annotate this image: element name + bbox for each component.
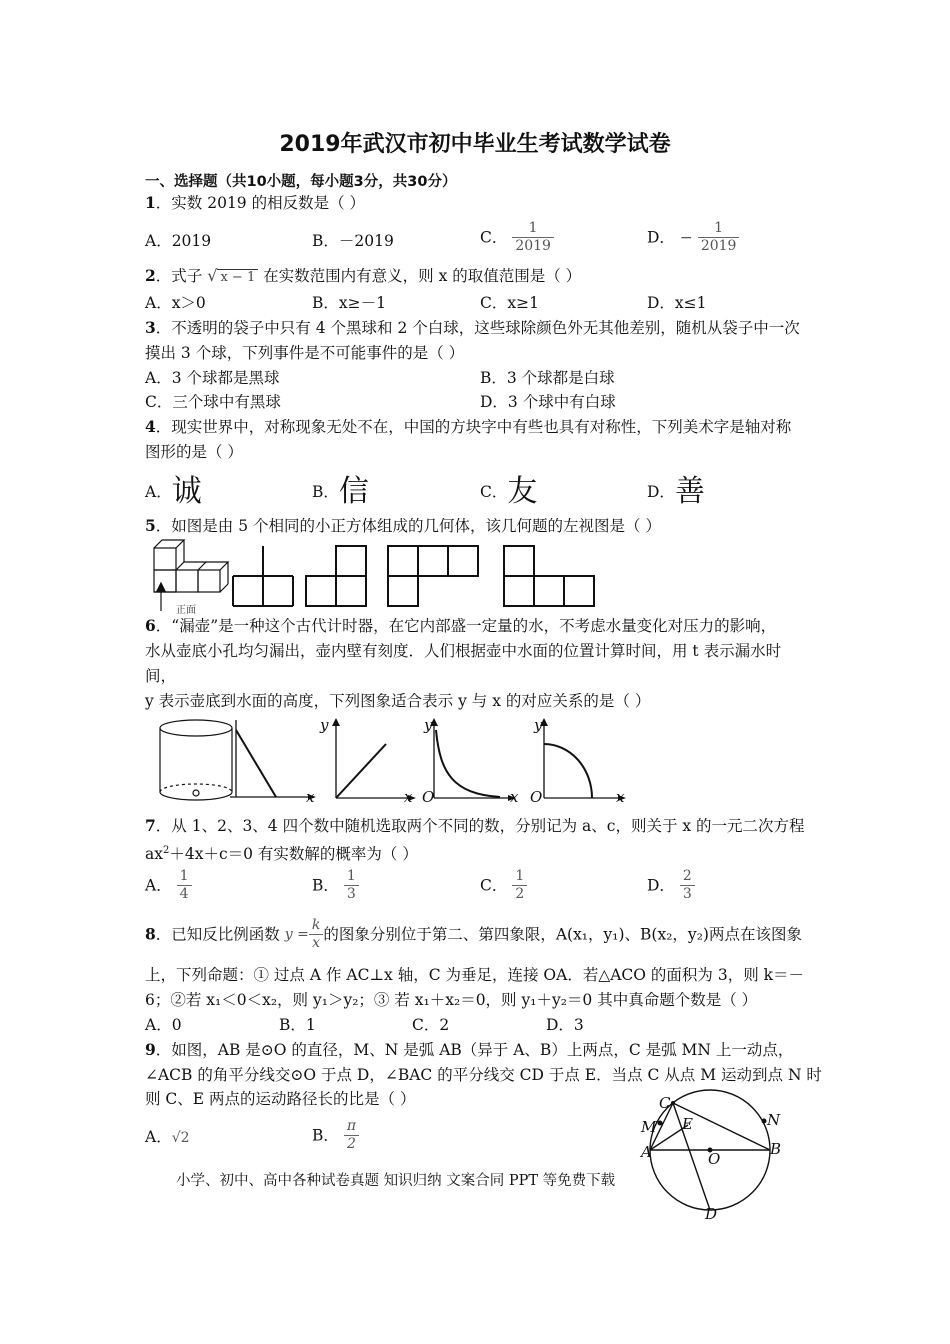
q1-c-numerator: 1 [528,220,538,236]
q7-text-2a: ax [145,845,163,864]
q6-c-origin-label: O [422,788,435,806]
q7-exponent: 2 [162,845,170,856]
q7-c-den: 2 [512,885,527,903]
q1-option-c-fraction [512,220,554,255]
q8-line3: 6；②若 x₁＜0＜x₂，则 y₁＞y₂；③ 若 x₁＋x₂＝0，则 y₁＋y₂＝0 其中真命题个数是（ ） [145,991,758,1009]
q2-number: 2 [145,266,156,285]
q7-b-label: B． [312,876,339,895]
section-heading: 一、选择题（共10小题，每小题3分，共30分） [145,174,457,190]
q1-option-c-label: C． [480,228,508,247]
q7-a-label: A． [145,876,172,895]
q3-number: 3 [145,318,156,337]
q4-line1 [145,417,791,437]
q8-option-a: A．0 [145,1016,182,1034]
q4-c-char: 友 [507,474,538,509]
q4-option-a [145,474,202,509]
q4-b-char: 信 [338,474,369,509]
q8-option-b: B．1 [279,1016,316,1034]
q6-b-x-label: x [404,788,413,806]
q5-view-c [387,545,481,607]
q5-stem [145,516,661,536]
q7-b-fraction [344,868,359,903]
q6-line4: y 表示壶底到水面的高度，下列图象适合表示 y 与 x 的对应关系的是（ ） [145,692,651,710]
q7-line1 [145,816,805,836]
q2-option-d: D．x≤1 [647,294,707,312]
q9-option-b [312,1118,359,1153]
q5-view-d [503,545,597,607]
q9-point-e: E [682,1115,693,1133]
q6-line2: 水从壶底小孔均匀漏出，壶内壁有刻度．人们根据壶中水面的位置计算时间，用 t 表示漏水时 [145,642,782,660]
q7-c-num: 1 [515,868,525,884]
q6-number: 6 [145,616,156,635]
q5-text: ．如图是由 5 个相同的小正方体组成的几何体，该几何题的左视图是（ ） [155,517,661,535]
q2-radicand: x − 1 [217,269,258,285]
q4-text-1: ．现实世界中，对称现象无处不在，中国的方块字中有些也具有对称性，下列美术字是轴对称 [155,418,792,436]
q1-stem [145,193,365,213]
q9-a-value: √2 [171,1130,190,1146]
q9-point-a: A [641,1143,652,1161]
q3-option-c: C．三个球中有黑球 [145,393,281,411]
q9-number: 9 [145,1040,156,1059]
q1-d-denominator: 2019 [698,237,740,255]
q7-a-fraction [177,868,192,903]
q9-b-den: 2 [344,1135,359,1153]
q1-option-d-fraction [698,220,740,255]
q6-graph-d [530,718,630,806]
q9-text-1: ．如图，AB 是⊙O 的直径，M、N 是弧 AB（异于 A、B）上两点，C 是弧 MN 上一动点， [155,1041,794,1059]
q9-a-label: A． [145,1128,172,1146]
q7-text-1: ．从 1、2、3、4 四个数中随机选取两个不同的数，分别记为 a、c，则关于 x 的一元二次方程 [155,817,805,835]
q4-a-label: A． [145,483,172,501]
q8-fn-den: x [309,934,323,952]
q7-line2 [145,841,418,864]
q9-b-label: B． [312,1126,339,1145]
q8-text-post: 的图象分别位于第二、第四象限，A(x₁，y₁)、B(x₂，y₂)两点在该图象 [323,925,802,944]
q1-option-c [480,220,554,255]
q7-option-c [480,868,527,903]
q8-line1 [145,917,802,952]
q7-b-num: 1 [346,868,356,884]
q6-line3: 间， [145,667,177,685]
q9-point-c: C [659,1094,671,1112]
q4-number: 4 [145,417,156,436]
q8-text-pre: ．已知反比例函数 [155,925,280,944]
q7-c-fraction [512,868,527,903]
q9-point-o: O [708,1150,721,1168]
q9-point-n: N [767,1111,781,1129]
page-title: 2019年武汉市初中毕业生考试数学试卷 [279,132,671,157]
q1-number: 1 [145,193,156,212]
q6-c-y-label: y [424,716,433,734]
q4-d-label: D． [647,483,675,501]
q9-option-a [145,1127,190,1148]
sqrt-icon: √ [207,266,218,285]
q5-number: 5 [145,516,156,535]
q4-option-d [647,474,705,509]
q9-b-fraction [344,1118,359,1153]
q7-c-label: C． [480,876,508,895]
q6-a-x-label: x [306,788,315,806]
q1-option-a: A．2019 [145,232,212,250]
q4-c-label: C． [480,483,508,501]
q1-option-b: B．－2019 [312,232,394,250]
q8-number: 8 [145,924,156,944]
q6-line1 [145,616,776,636]
q3-line1 [145,318,800,338]
q4-option-b [312,474,369,509]
q6-c-x-label: x [510,788,519,806]
q2-text-post: 在实数范围内有意义，则 x 的取值范围是（ ） [258,267,582,285]
q6-d-y-label: y [534,716,543,734]
q6-b-y-label: y [320,716,329,734]
q9-line2: ∠ACB 的角平分线交⊙O 于点 D，∠BAC 的平分线交 CD 于点 E．当点 C 从点 M 运动到点 N 时 [145,1066,822,1084]
q9-point-d: D [705,1205,718,1223]
q3-text-1: ．不透明的袋子中只有 4 个黑球和 2 个白球，这些球除颜色外无其他差别，随机从袋子中一次 [155,319,800,337]
q5-view-b [305,545,367,607]
q7-option-d [647,868,695,903]
q4-b-label: B． [312,483,339,501]
q7-a-num: 1 [179,868,189,884]
q5-view-a [232,545,294,607]
q6-cylinder-figure [158,718,234,804]
q7-d-num: 2 [682,868,692,884]
q7-b-den: 3 [344,885,359,903]
q8-fn-lhs: y = [284,926,309,943]
q7-d-fraction [680,868,695,903]
q1-text: ．实数 2019 的相反数是（ ） [155,194,366,212]
q1-d-numerator: 1 [714,220,724,236]
q8-fn-fraction [309,917,323,952]
q7-d-den: 3 [680,885,695,903]
q1-option-d-sign: − [679,228,693,247]
q3-line2: 摸出 3 个球，下列事件是不可能事件的是（ ） [145,344,465,362]
q3-option-d: D．3 个球中有白球 [480,393,616,411]
q3-option-a: A．3 个球都是黑球 [145,369,280,387]
q2-option-b: B．x≥－1 [312,294,386,312]
q8-option-c: C．2 [412,1016,450,1034]
q8-option-d: D．3 [546,1016,584,1034]
q1-option-d [647,220,739,255]
q1-option-d-label: D． [647,228,675,247]
q2-text-pre: ．式子 [155,267,203,285]
q7-text-2b: ＋4x＋c＝0 有实数解的概率为（ ） [169,845,418,864]
q3-option-b: B．3 个球都是白球 [480,369,615,387]
q4-option-c [480,474,538,509]
q6-text-1: ．“漏壶”是一种这个古代计时器，在它内部盛一定量的水，不考虑水量变化对压力的影响， [155,617,777,635]
q8-fn-num: k [311,917,321,933]
q2-stem [145,266,581,288]
q7-d-label: D． [647,876,675,895]
q4-d-char: 善 [674,474,705,509]
footer-note: 小学、初中、高中各种试卷真题 知识归纳 文案合同 PPT 等免费下载 [176,1173,616,1189]
q2-option-c: C．x≥1 [480,294,539,312]
q2-option-a: A．x＞0 [145,294,206,312]
q5-front-label: 正面 [176,605,196,616]
q9-point-m: M [641,1118,657,1136]
q7-option-a [145,868,192,903]
q9-point-b: B [770,1140,782,1158]
q7-number: 7 [145,816,156,835]
q9-b-num: π [346,1118,357,1134]
q4-a-char: 诚 [171,474,202,509]
q6-d-x-label: x [616,788,625,806]
q8-line2: 上，下列命题：① 过点 A 作 AC⊥x 轴，C 为垂足，连接 OA．若△ACO 的面积为 3，则 k＝－ [145,966,805,984]
q7-a-den: 4 [177,885,192,903]
q9-line1 [145,1040,793,1060]
q6-d-origin-label: O [530,788,543,806]
q4-line2: 图形的是（ ） [145,443,243,461]
q1-c-denominator: 2019 [512,237,554,255]
q7-option-b [312,868,359,903]
q9-line3: 则 C、E 两点的运动路径长的比是（ ） [145,1090,416,1108]
